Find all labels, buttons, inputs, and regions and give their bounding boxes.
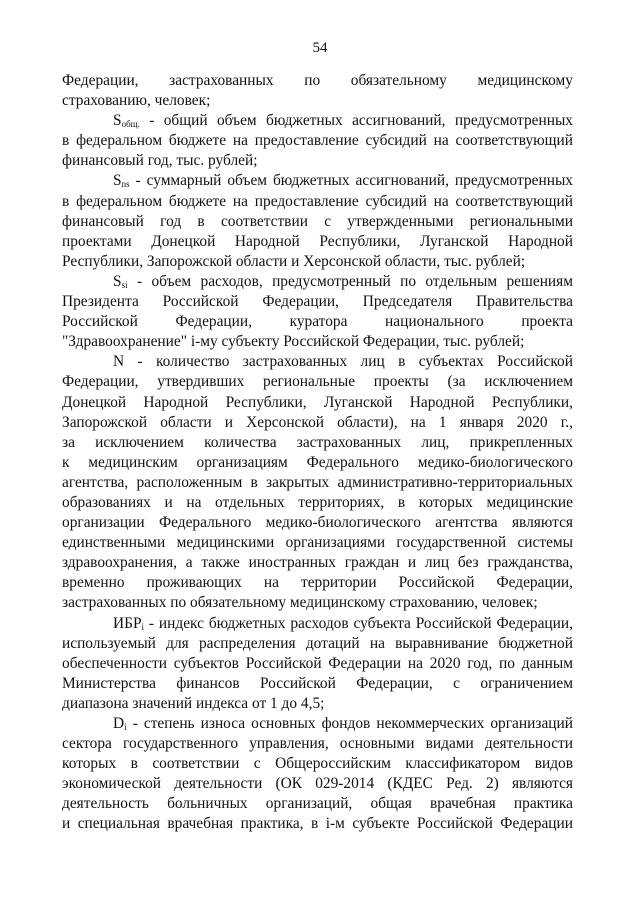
text-segment: диапазона значений индекса от 1 до 4,5; <box>62 694 325 712</box>
text-segment: - объем расходов, предусмотренный по отдельным решениям <box>127 272 573 290</box>
text-segment: организации Федерального медико-биологического агентства являются <box>62 514 573 532</box>
text-segment: S <box>113 112 122 130</box>
text-line <box>62 714 573 734</box>
page-number: 54 <box>312 40 328 56</box>
text-segment: к медицинским организациям Федерального медико-биологического <box>62 453 573 471</box>
text-line <box>62 71 573 91</box>
text-line <box>62 252 573 272</box>
text-line <box>62 734 573 754</box>
text-segment: Федерации, утвердивших региональные проекты (за исключением <box>62 373 573 391</box>
text-line <box>62 272 573 292</box>
text-line <box>62 232 573 252</box>
text-segment: финансовый год в соответствии с утвержденными региональными <box>62 212 573 230</box>
text-segment: Президента Российской Федерации, Председателя Правительства <box>62 293 573 311</box>
text-line <box>62 513 573 533</box>
text-segment: агентства, расположенным в закрытых административно-территориальных <box>62 473 573 491</box>
text-line <box>62 332 573 352</box>
text-line <box>62 292 573 312</box>
text-segment: ИБР <box>113 614 142 632</box>
subscript: i <box>141 621 145 632</box>
text-segment: которых в соответствии с Общероссийским классификатором видов <box>62 755 573 773</box>
text-line <box>62 352 573 372</box>
text-line <box>62 493 573 513</box>
text-line <box>62 814 573 834</box>
text-segment: в федеральном бюджете на предоставление субсидий на соответствующий <box>62 192 573 210</box>
text-line <box>62 393 573 413</box>
text-segment: временно проживающих на территории Российской Федерации, <box>62 574 573 592</box>
text-line <box>62 553 573 573</box>
text-segment: экономической деятельности (ОК 029-2014 (КДЕС Ред. 2) являются <box>62 775 573 793</box>
text-line <box>62 111 573 131</box>
text-segment: застрахованных по обязательному медицинскому страхованию, человек; <box>62 594 538 612</box>
text-line <box>62 413 573 433</box>
text-segment: Министерства финансов Российской Федерации, с ограничением <box>62 674 573 692</box>
text-segment: здравоохранения, а также иностранных граждан и лиц без гражданства, <box>62 554 573 572</box>
text-segment: - индекс бюджетных расходов субъекта Российской Федерации, <box>144 614 573 632</box>
subscript: i <box>124 722 127 732</box>
text-segment: - степень износа основных фондов некоммерческих организаций <box>126 715 573 732</box>
text-line <box>62 634 573 654</box>
subscript: si <box>121 279 128 290</box>
text-line <box>62 433 573 453</box>
text-segment: страхованию, человек; <box>62 92 211 110</box>
text-line <box>62 694 573 714</box>
text-segment: и специальная врачебная практика, в i-м субъекте Российской Федерации <box>62 815 573 833</box>
text-segment: финансовый год, тыс. рублей; <box>62 152 258 170</box>
text-segment: за исключением количества застрахованных лиц, прикрепленных <box>62 433 573 451</box>
text-segment: Донецкой Народной Республики, Луганской Народной Республики, <box>62 393 573 411</box>
body-text <box>62 71 573 835</box>
text-segment: используемый для распределения дотаций на выравнивание бюджетной <box>62 634 573 652</box>
text-segment: Российской Федерации, куратора национального проекта <box>62 313 573 331</box>
text-segment: Федерации, застрахованных по обязательному медицинскому <box>62 72 573 89</box>
text-segment: Республики, Запорожской области и Херсонской области, тыс. рублей; <box>62 252 526 270</box>
text-segment: - общий объем бюджетных ассигнований, предусмотренных <box>139 112 573 130</box>
text-segment: "Здравоохранение" i-му субъекту Российской Федерации, тыс. рублей; <box>62 333 525 351</box>
text-line <box>62 593 573 613</box>
text-line <box>62 774 573 794</box>
text-line <box>62 312 573 332</box>
text-segment: S <box>113 272 122 290</box>
text-line <box>62 151 573 171</box>
text-line <box>62 473 573 493</box>
text-line <box>62 533 573 553</box>
text-line <box>62 212 573 232</box>
text-segment: единственными медицинскими организациями государственной системы <box>62 534 573 552</box>
text-line <box>62 131 573 151</box>
text-line <box>62 573 573 593</box>
text-line <box>62 794 573 814</box>
text-segment: сектора государственного управления, основными видами деятельности <box>62 735 573 753</box>
text-segment: D <box>113 715 125 732</box>
text-segment: обеспеченности субъектов Российской Федерации на 2020 год, по данным <box>62 654 573 672</box>
text-line <box>62 674 573 694</box>
text-segment: проектами Донецкой Народной Республики, Луганской Народной <box>62 232 573 250</box>
text-segment: Запорожской области и Херсонской области), на 1 января 2020 г., <box>62 413 573 431</box>
subscript: ns <box>121 179 130 190</box>
text-line <box>62 614 573 634</box>
subscript: общ. <box>121 119 140 130</box>
text-line <box>62 453 573 473</box>
text-line <box>62 754 573 774</box>
text-segment: S <box>113 172 122 190</box>
text-segment: в федеральном бюджете на предоставление субсидий на соответствующий <box>62 132 573 150</box>
text-line <box>62 654 573 674</box>
text-line <box>62 192 573 212</box>
text-line <box>62 171 573 191</box>
text-segment: N - количество застрахованных лиц в субъектах Российской <box>113 353 573 371</box>
text-line <box>62 372 573 392</box>
text-line <box>62 91 573 111</box>
text-segment: - суммарный объем бюджетных ассигнований, предусмотренных <box>129 172 573 190</box>
text-segment: образованиях и на отдельных территориях, в которых медицинские <box>62 493 573 511</box>
text-segment: деятельность больничных организаций, общая врачебная практика <box>62 795 573 813</box>
